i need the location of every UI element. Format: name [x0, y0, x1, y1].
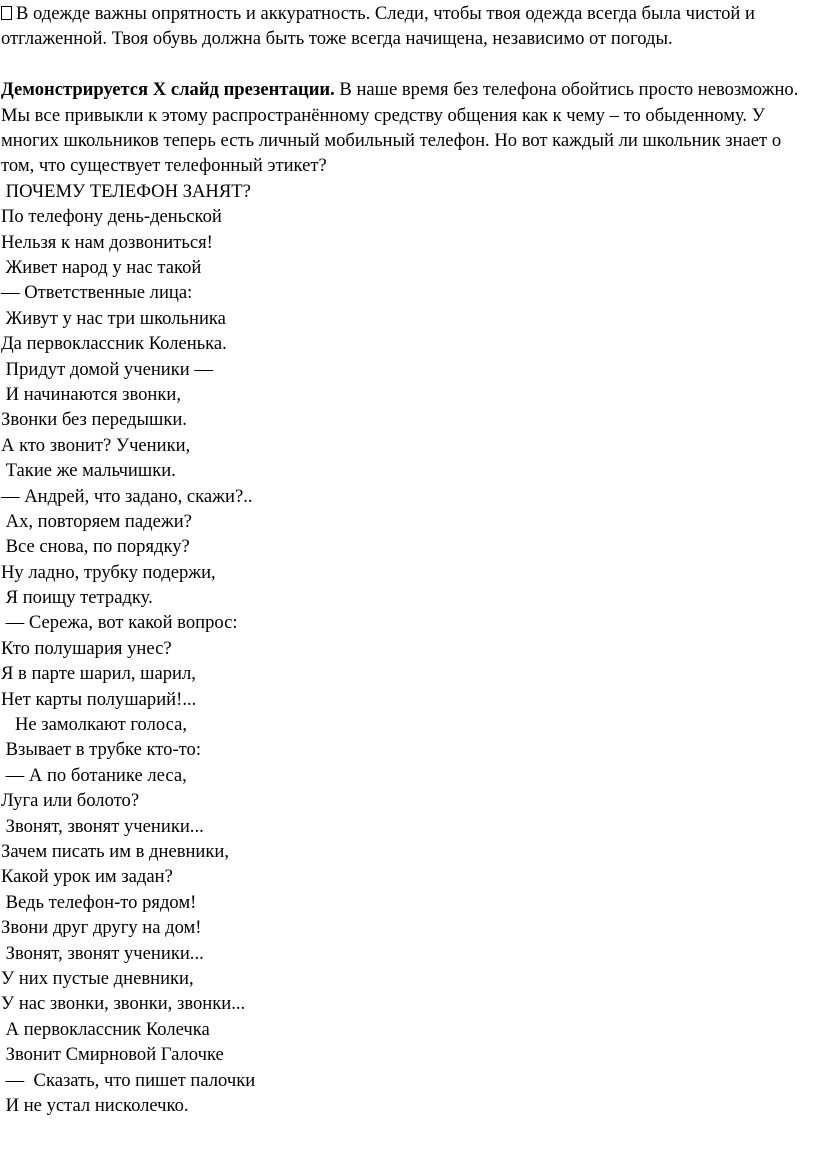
poem-line: Живут у нас три школьника — [1, 307, 226, 329]
intro-paragraph — [1, 1, 813, 52]
poem — [1, 179, 816, 1118]
poem-line: Звонят, звонят ученики... — [1, 942, 204, 964]
poem-line: Зачем писать им в дневники, — [1, 840, 230, 862]
poem-line: Я поищу тетрадку. — [1, 587, 153, 609]
poem-line: Звонки без передышки. — [1, 409, 187, 431]
slide-paragraph — [1, 77, 813, 179]
slide-text: В наше время без телефона обойтись просто невозможно. Мы все привыкли к этому распространённому средству общения как к чему – то обыденному. У многих школьников теперь есть личный мобильный телефон. Но вот каждый ли школьник знает о том, что существует телефонный этикет? — [1, 79, 799, 177]
poem-line: — Сережа, вот какой вопрос: — [1, 612, 238, 634]
poem-line: Я в парте шарил, шарил, — [1, 663, 196, 685]
poem-line: Живет народ у нас такой — [1, 257, 202, 278]
poem-line: Звонит Смирновой Галочке — [1, 1044, 224, 1066]
poem-line: Не замолкают голоса, — [1, 714, 188, 736]
poem-line: По телефону день-деньской — [1, 206, 222, 228]
missing-glyph-box-icon — [1, 6, 12, 20]
poem-line: У нас звонки, звонки, звонки... — [1, 993, 246, 1015]
poem-line: У них пустые дневники, — [1, 967, 194, 989]
slide-heading: Демонстрируется Х слайд презентации. — [1, 79, 335, 101]
poem-line: — Сказать, что пишет палочки — [1, 1069, 256, 1091]
poem-line: Да первоклассник Коленька. — [1, 333, 227, 355]
intro-text: В одежде важны опрятность и аккуратность. Следи, чтобы твоя одежда всегда была чистой и отглаженной. Твоя обувь должна быть тоже всегда начищена, независимо от погоды. — [1, 3, 755, 50]
poem-title: ПОЧЕМУ ТЕЛЕФОН ЗАНЯТ? — [1, 180, 251, 202]
poem-line: Все снова, по порядку? — [1, 536, 190, 558]
poem-line: — А по ботанике леса, — [1, 764, 187, 786]
poem-line: Нельзя к нам дозвониться! — [1, 231, 213, 253]
poem-line: И начинаются звонки, — [1, 383, 182, 405]
poem-line: А первоклассник Колечка — [1, 1018, 210, 1040]
poem-line: Такие же мальчишки. — [1, 460, 176, 482]
poem-line: А кто звонит? Ученики, — [1, 434, 191, 456]
poem-line: Ведь телефон-то рядом! — [1, 891, 197, 913]
poem-line: Ну ладно, трубку подержи, — [1, 561, 216, 583]
poem-line: Звонят, звонят ученики... — [1, 815, 204, 837]
poem-line: Ах, повторяем падежи? — [1, 510, 192, 532]
poem-line: Луга или болото? — [1, 790, 140, 812]
poem-line: Придут домой ученики — — [1, 358, 213, 380]
poem-line: И не устал нисколечко. — [1, 1094, 189, 1116]
poem-line: Звони друг другу на дом! — [1, 917, 202, 939]
poem-line: Кто полушария унес? — [1, 637, 172, 659]
poem-line: Какой урок им задан? — [1, 866, 173, 888]
poem-line: Нет карты полушарий!... — [1, 688, 197, 710]
poem-line: — Андрей, что задано, скажи?.. — [1, 485, 253, 507]
poem-line: Взывает в трубке кто-то: — [1, 739, 202, 761]
poem-line: — Ответственные лица: — [1, 282, 193, 304]
